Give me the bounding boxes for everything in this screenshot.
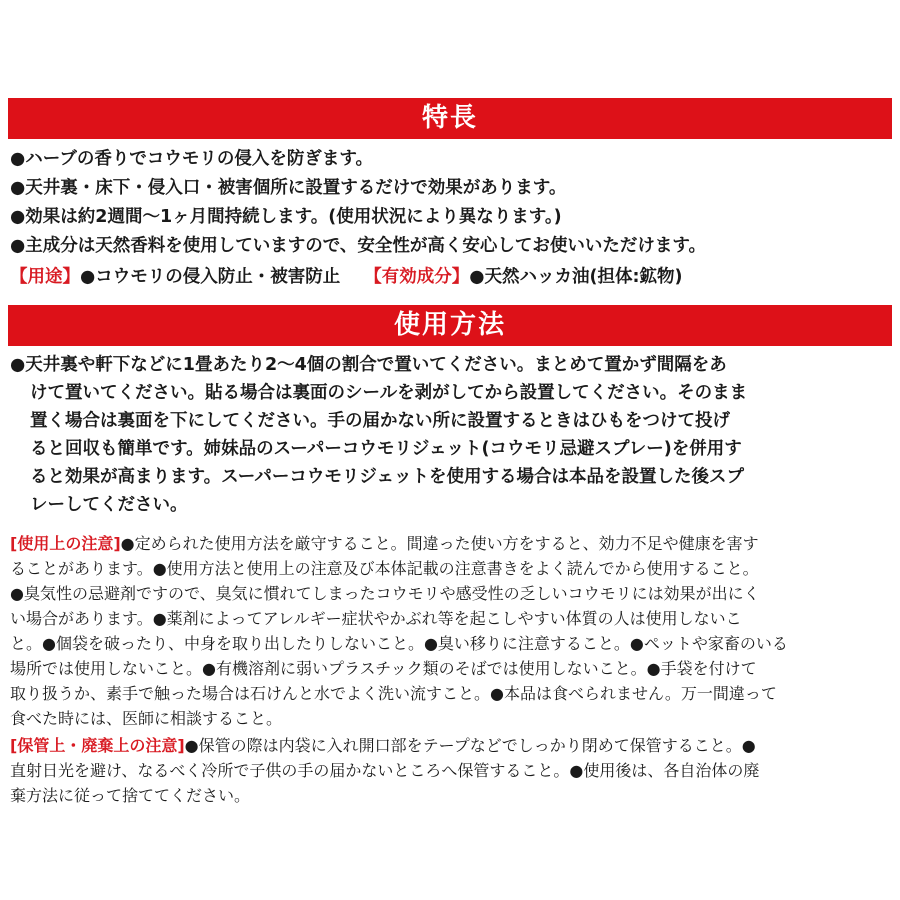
caution-line: 食べた時には、医師に相談すること。 [10, 709, 283, 728]
feature-item: ●主成分は天然香料を使用していますので、安全性が高く安心してお使いいただけます。 [10, 236, 707, 256]
caution-line: ることがあります。●使用方法と使用上の注意及び本体記載の注意書きをよく読んでから使用すること。 [10, 559, 759, 578]
caution-line: 場所では使用しないこと。●有機溶剤に弱いプラスチック類のそばでは使用しないこと。●手袋を付けて [10, 659, 757, 678]
ingredient-value: ●天然ハッカ油(担体:鉱物) [469, 267, 683, 287]
ingredient-label: 【有効成分】 [364, 267, 470, 287]
usage-line: ると回収も簡単です。姉妹品のスーパーコウモリジェット(コウモリ忌避スプレー)を併用す [30, 439, 742, 459]
use-label: 【用途】 [10, 267, 80, 287]
caution-label: [使用上の注意] [10, 534, 121, 553]
caution-line: い場合があります。●薬剤によってアレルギー症状やかぶれ等を起こしやすい体質の人は使用しないこ [10, 609, 742, 628]
storage-first-line: ●保管の際は内袋に入れ開口部をテープなどでしっかり閉めて保管すること。● [184, 736, 756, 755]
feature-item: ●効果は約2週間〜1ヶ月間持続します。(使用状況により異なります。) [10, 207, 562, 227]
feature-item: ●ハーブの香りでコウモリの侵入を防ぎます。 [10, 149, 373, 169]
caution-first-line: ●定められた使用方法を厳守すること。間違った使い方をすると、効力不足や健康を害す [120, 534, 759, 553]
caution-line: と。●個袋を破ったり、中身を取り出したりしないこと。●臭い移りに注意すること。●ペットや家畜のいる [10, 634, 788, 653]
caution-line [10, 532, 759, 555]
storage-label: [保管上・廃棄上の注意] [10, 736, 185, 755]
storage-line [10, 734, 756, 757]
usage-line: レーしてください。 [30, 495, 188, 515]
storage-line: 棄方法に従って捨ててください。 [10, 786, 251, 805]
usage-heading: 使用方法 [8, 305, 892, 346]
use-and-ingredient-row [10, 264, 683, 290]
usage-line: けて置いてください。貼る場合は裏面のシールを剥がしてから設置してください。そのまま [30, 383, 748, 403]
storage-line: 直射日光を避け、なるべく冷所で子供の手の届かないところへ保管すること。●使用後は、各自治体の廃 [10, 761, 760, 780]
features-heading: 特長 [8, 98, 892, 139]
usage-line: 置く場合は裏面を下にしてください。手の届かない所に設置するときはひもをつけて投げ [30, 411, 730, 431]
caution-line: ●臭気性の忌避剤ですので、臭気に慣れてしまったコウモリや感受性の乏しいコウモリには効果が出にく [10, 584, 760, 603]
usage-line: ●天井裏や軒下などに1畳あたり2〜4個の割合で置いてください。まとめて置かず間隔をあ [10, 355, 727, 375]
use-value: ●コウモリの侵入防止・被害防止 [80, 267, 341, 287]
feature-item: ●天井裏・床下・侵入口・被害個所に設置するだけで効果があります。 [10, 178, 567, 198]
usage-line: ると効果が高まります。スーパーコウモリジェットを使用する場合は本品を設置した後スプ [30, 467, 744, 487]
caution-line: 取り扱うか、素手で触った場合は石けんと水でよく洗い流すこと。●本品は食べられません。万一間違って [10, 684, 777, 703]
